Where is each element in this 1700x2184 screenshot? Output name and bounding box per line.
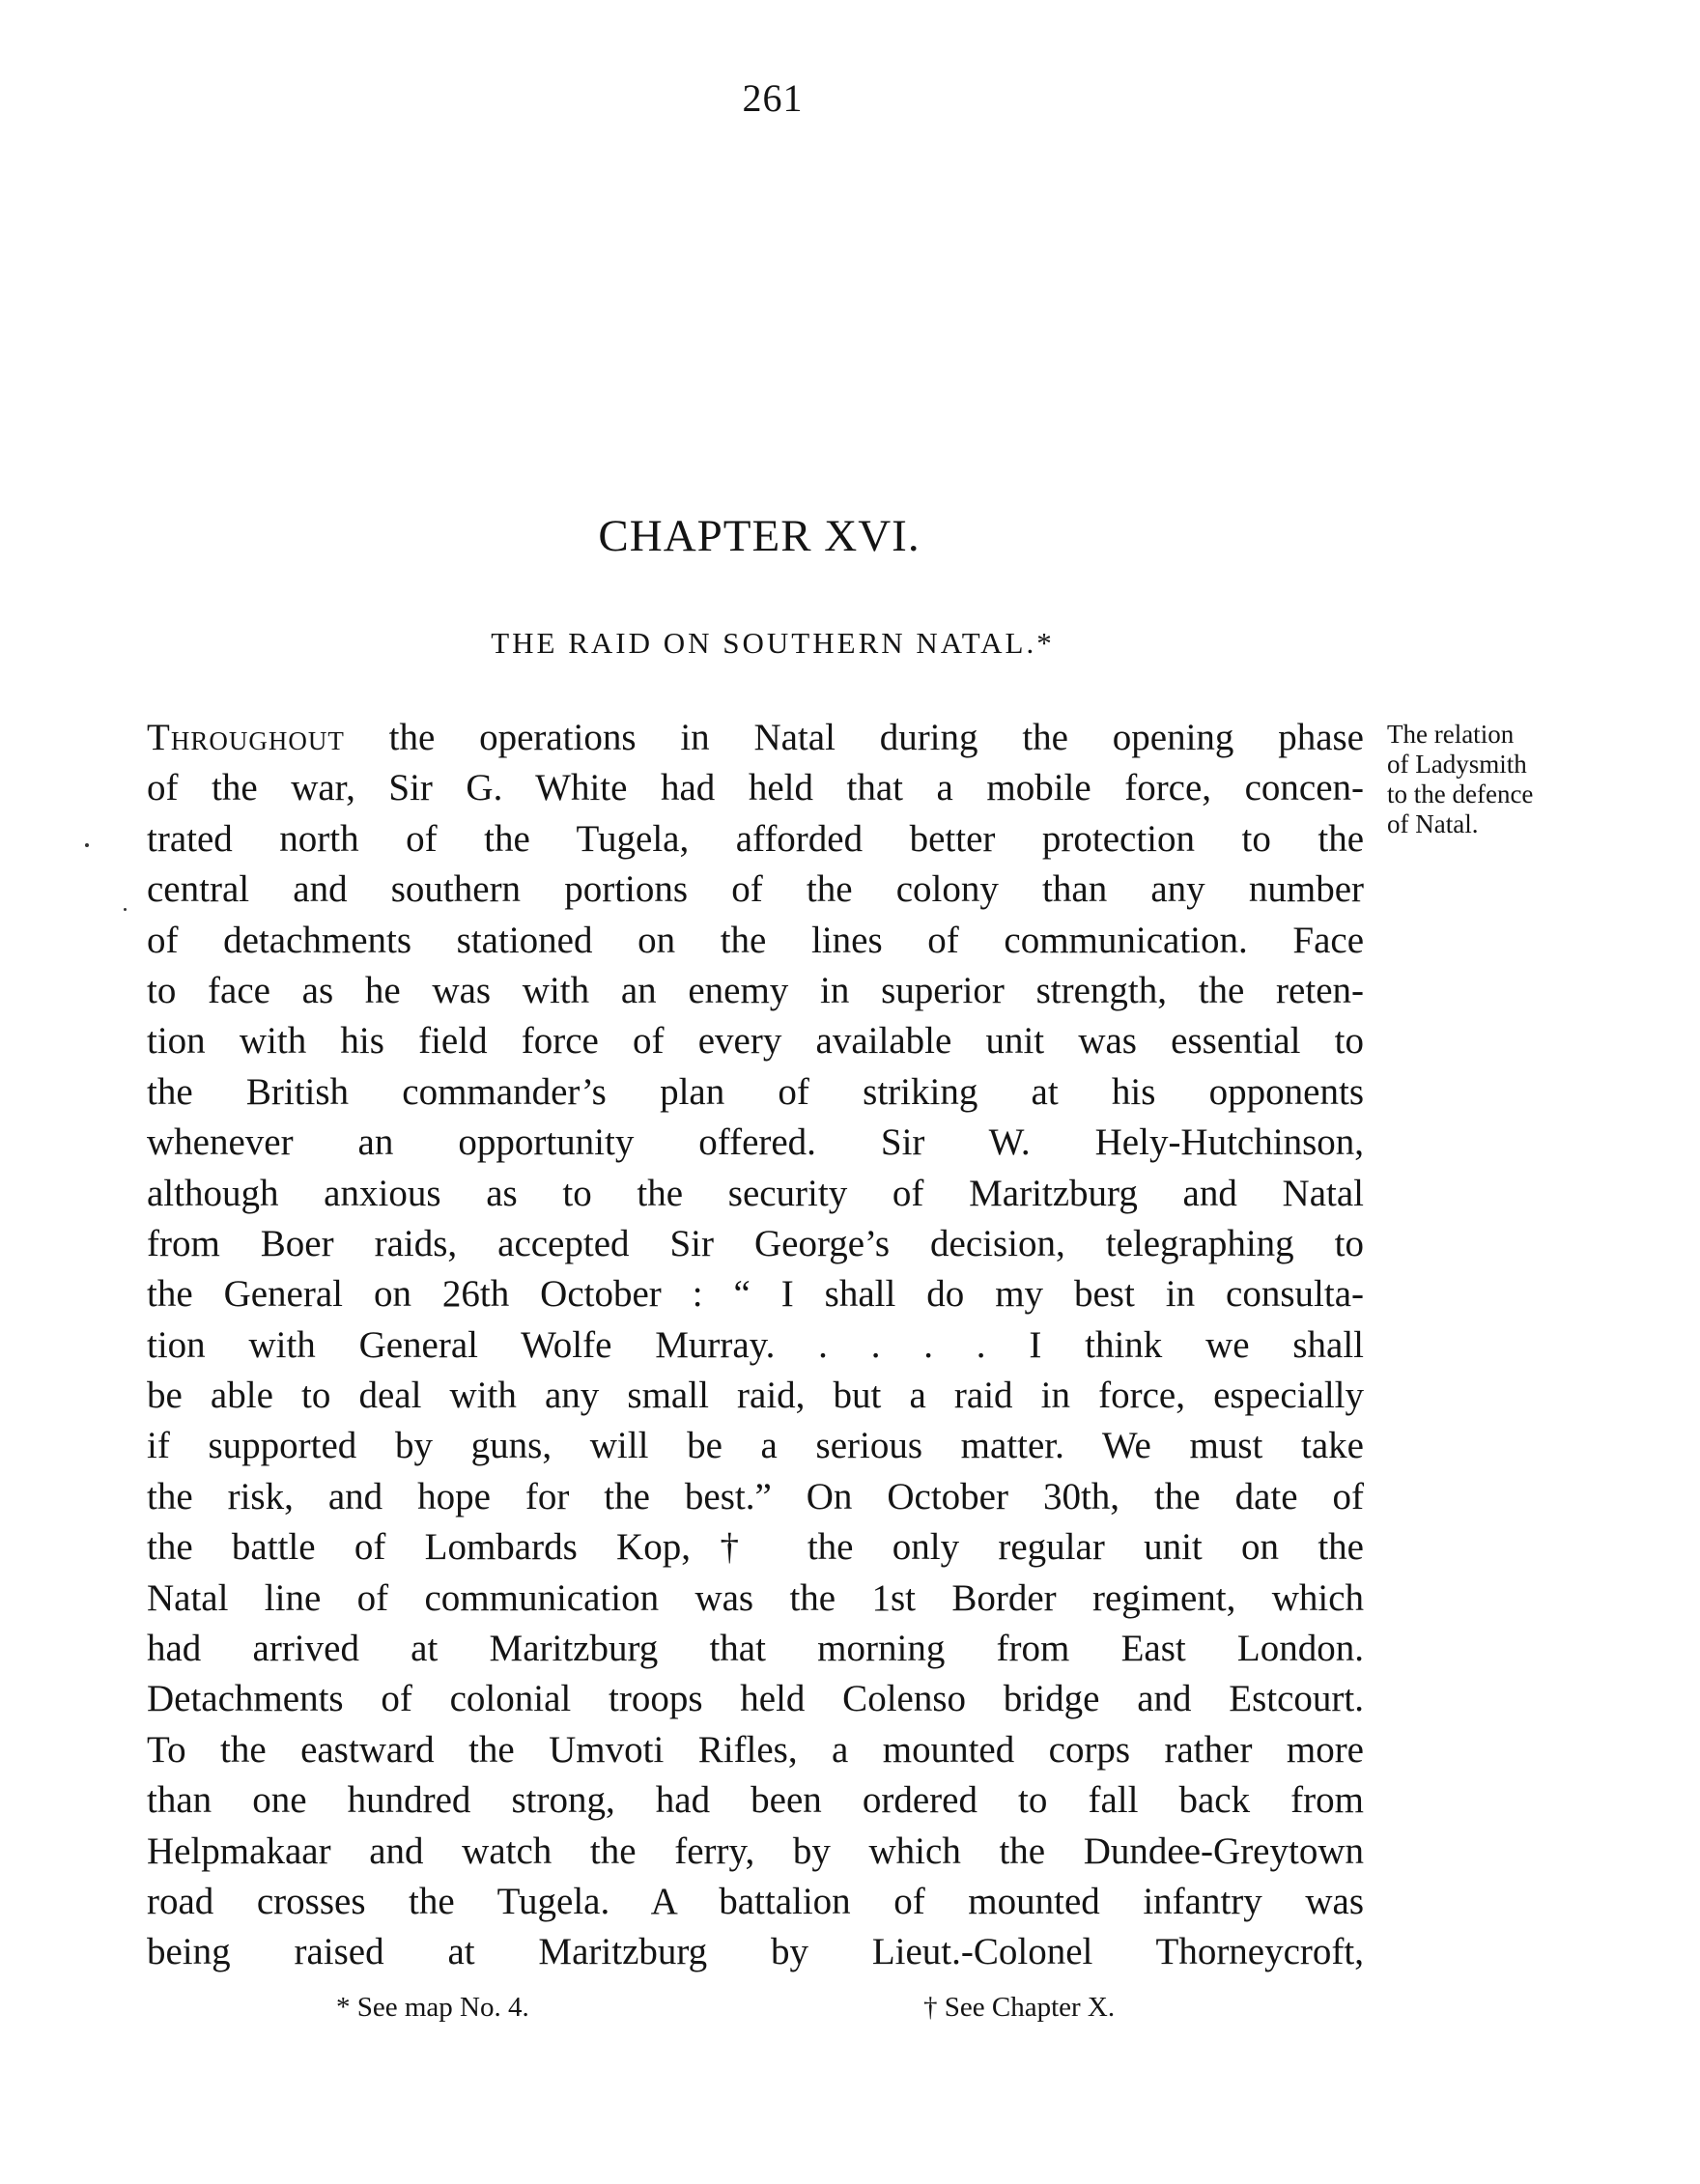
drop-word: Throughout [147, 717, 345, 758]
body-line: Helpmakaar and watch the ferry, by which the Dundee-Greytown [147, 1829, 1364, 1872]
body-line: road crosses the Tugela. A battalion of mounted infantry was [147, 1880, 1364, 1922]
body-line: the risk, and hope for the best.” On October 30th, the date of [147, 1475, 1364, 1517]
body-line [147, 713, 1364, 763]
marginal-note-line: of Ladysmith [1387, 750, 1527, 779]
body-line: tion with General Wolfe Murray. . . . . I think we shall [147, 1323, 1364, 1366]
body-line: trated north of the Tugela, afforded better protection to the [147, 817, 1364, 860]
body-line: although anxious as to the security of Maritzburg and Natal [147, 1172, 1364, 1214]
body-line: central and southern portions of the colony than any number [147, 868, 1364, 911]
body-line: tion with his field force of every available unit was essential to [147, 1020, 1364, 1063]
marginal-note-line: of Natal. [1387, 809, 1479, 838]
body-line: be able to deal with any small raid, but a raid in force, especially [147, 1375, 1364, 1417]
body-line: whenever an opportunity offered. Sir W. Hely-Hutchinson, [147, 1121, 1364, 1164]
chapter-title: CHAPTER XVI. [598, 511, 921, 561]
chapter-subtitle: THE RAID ON SOUTHERN NATAL.* [491, 626, 1055, 660]
body-line: had arrived at Maritzburg that morning from East London. [147, 1628, 1364, 1670]
body-line: from Boer raids, accepted Sir George’s decision, telegraphing to [147, 1222, 1364, 1264]
body-line: to face as he was with an enemy in superior strength, the reten- [147, 969, 1364, 1011]
body-line-text: the operations in Natal during the opening phase [344, 717, 1364, 758]
page-number: 261 [742, 76, 804, 120]
body-line: To the eastward the Umvoti Rifles, a mounted corps rather more [147, 1728, 1364, 1771]
body-line: if supported by guns, will be a serious matter. We must take [147, 1425, 1364, 1467]
body-line: Natal line of communication was the 1st Border regiment, which [147, 1576, 1364, 1619]
marginal-note-line: to the defence [1387, 780, 1534, 808]
body-line: Detachments of colonial troops held Colenso bridge and Estcourt. [147, 1678, 1364, 1720]
body-line: than one hundred strong, had been ordered to fall back from [147, 1779, 1364, 1822]
body-line: of the war, Sir G. White had held that a mobile force, concen- [147, 767, 1364, 809]
footnote-chapter: † See Chapter X. [923, 1992, 1116, 2023]
body-line: of detachments stationed on the lines of communication. Face [147, 919, 1364, 961]
footnote-map: * See map No. 4. [336, 1992, 529, 2023]
body-line: being raised at Maritzburg by Lieut.-Colonel Thorneycroft, [147, 1931, 1364, 1973]
marginal-note [1387, 720, 1600, 839]
marginal-note-line: The relation [1387, 720, 1515, 749]
body-paragraph [147, 713, 1364, 1978]
print-speck [85, 843, 89, 847]
body-line: the battle of Lombards Kop,† the only regular unit on the [147, 1526, 1364, 1569]
print-speck [124, 908, 127, 911]
body-line: the General on 26th October : “ I shall do my best in consulta- [147, 1273, 1364, 1316]
body-line: the British commander’s plan of striking at his opponents [147, 1070, 1364, 1113]
